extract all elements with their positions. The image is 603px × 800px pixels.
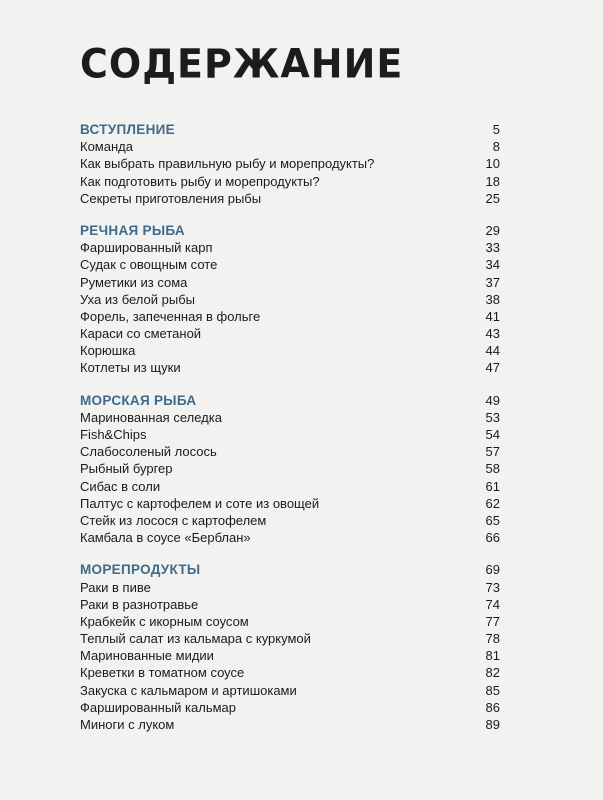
entry-page-number: 82	[485, 665, 500, 681]
entry-title: Фаршированный карп	[80, 240, 213, 256]
toc-entry[interactable]	[80, 239, 500, 256]
entry-page-number: 44	[485, 343, 500, 359]
toc-entry[interactable]	[80, 155, 500, 172]
toc-entry[interactable]	[80, 716, 500, 733]
entry-page-number: 86	[485, 699, 500, 715]
section-title: РЕЧНАЯ РЫБА	[80, 222, 185, 238]
entry-page-number: 18	[485, 173, 500, 189]
entry-title: Раки в пиве	[80, 579, 151, 595]
entry-page-number: 85	[485, 682, 500, 698]
toc-entry[interactable]	[80, 596, 500, 613]
toc-entry[interactable]	[80, 495, 500, 512]
entry-page-number: 34	[485, 257, 500, 273]
entry-page-number: 66	[485, 530, 500, 546]
toc-entry[interactable]	[80, 630, 500, 647]
entry-title: Камбала в соусе «Берблан»	[80, 530, 251, 546]
entry-page-number: 25	[485, 190, 500, 206]
toc-entry[interactable]	[80, 682, 500, 699]
toc-entry[interactable]	[80, 173, 500, 190]
entry-page-number: 41	[485, 308, 500, 324]
entry-page-number: 65	[485, 512, 500, 528]
entry-title: Слабосоленый лосось	[80, 444, 217, 460]
toc-section	[80, 121, 500, 207]
entry-title: Котлеты из щуки	[80, 360, 181, 376]
entry-page-number: 78	[485, 631, 500, 647]
entry-title: Палтус с картофелем и соте из овощей	[80, 495, 320, 511]
toc-entry[interactable]	[80, 190, 500, 207]
toc-entry[interactable]	[80, 529, 500, 546]
entry-title: Маринованная селедка	[80, 409, 222, 425]
entry-page-number: 38	[485, 291, 500, 307]
entry-page-number: 43	[485, 326, 500, 342]
entry-page-number: 57	[485, 444, 500, 460]
section-header[interactable]	[80, 222, 500, 239]
toc-entry[interactable]	[80, 443, 500, 460]
entry-title: Фаршированный кальмар	[80, 699, 237, 715]
entry-title: Корюшка	[80, 343, 136, 359]
entry-title: Миноги с луком	[80, 717, 175, 732]
toc-entry[interactable]	[80, 478, 500, 495]
toc-entry[interactable]	[80, 274, 500, 291]
entry-page-number: 74	[485, 596, 500, 612]
entry-title: Форель, запеченная в фольге	[80, 308, 261, 324]
entry-title: Секреты приготовления рыбы	[80, 190, 262, 206]
entry-title: Как подготовить рыбу и морепродукты?	[80, 173, 320, 189]
toc-entry[interactable]	[80, 359, 500, 376]
entry-title: Теплый салат из кальмара с куркумой	[80, 631, 311, 647]
entry-title: Сибас в соли	[80, 478, 161, 494]
entry-page-number: 62	[485, 495, 500, 511]
toc-entry[interactable]	[80, 291, 500, 308]
toc-section	[80, 561, 500, 733]
toc-entry[interactable]	[80, 613, 500, 630]
table-of-contents	[80, 121, 500, 748]
entry-title: Креветки в томатном соусе	[80, 665, 245, 681]
entry-title: Команда	[80, 139, 133, 155]
toc-entry[interactable]	[80, 325, 500, 342]
entry-title: Караси со сметаной	[80, 326, 202, 342]
entry-page-number: 8	[492, 139, 500, 155]
entry-page-number: 58	[485, 461, 500, 477]
section-title: МОРСКАЯ РЫБА	[80, 392, 197, 408]
entry-page-number: 89	[485, 717, 500, 732]
section-title: ВСТУПЛЕНИЕ	[80, 122, 175, 137]
entry-title: Как выбрать правильную рыбу и морепродукты?	[80, 156, 375, 172]
toc-section	[80, 392, 500, 547]
entry-title: Рыбный бургер	[80, 461, 173, 477]
entry-title: Уха из белой рыбы	[80, 291, 196, 307]
entry-page-number: 53	[485, 409, 500, 425]
entry-page-number: 77	[485, 613, 500, 629]
section-page-number: 49	[485, 392, 500, 408]
entry-page-number: 81	[485, 648, 500, 664]
toc-entry[interactable]	[80, 426, 500, 443]
entry-page-number: 73	[485, 579, 500, 595]
entry-title: Маринованные мидии	[80, 648, 214, 664]
toc-entry[interactable]	[80, 579, 500, 596]
entry-page-number: 33	[485, 240, 500, 256]
entry-title: Закуска с кальмаром и артишоками	[80, 682, 297, 698]
entry-title: Руметики из сома	[80, 274, 188, 290]
section-page-number: 69	[485, 562, 500, 578]
toc-entry[interactable]	[80, 512, 500, 529]
toc-entry[interactable]	[80, 342, 500, 359]
toc-entry[interactable]	[80, 409, 500, 426]
section-title: МОРЕПРОДУКТЫ	[80, 562, 201, 578]
entry-title: Стейк из лосося с картофелем	[80, 512, 267, 528]
entry-page-number: 61	[485, 478, 500, 494]
toc-entry[interactable]	[80, 664, 500, 681]
toc-entry[interactable]	[80, 308, 500, 325]
section-header[interactable]	[80, 121, 500, 138]
entry-page-number: 54	[485, 427, 500, 442]
entry-title: Fish&Chips	[80, 427, 147, 442]
toc-entry[interactable]	[80, 647, 500, 664]
entry-page-number: 47	[485, 360, 500, 376]
page-title: СОДЕРЖАНИЕ	[80, 40, 404, 88]
toc-entry[interactable]	[80, 460, 500, 477]
entry-page-number: 10	[485, 156, 500, 172]
toc-section	[80, 222, 500, 377]
section-header[interactable]	[80, 392, 500, 409]
entry-page-number: 37	[485, 274, 500, 290]
entry-title: Судак с овощным соте	[80, 257, 218, 273]
entry-title: Раки в разнотравье	[80, 596, 199, 612]
toc-entry[interactable]	[80, 138, 500, 155]
section-page-number: 29	[485, 222, 500, 238]
toc-entry[interactable]	[80, 699, 500, 716]
section-page-number: 5	[492, 122, 500, 137]
entry-title: Крабкейк с икорным соусом	[80, 613, 249, 629]
section-header[interactable]	[80, 561, 500, 578]
toc-entry[interactable]	[80, 256, 500, 273]
